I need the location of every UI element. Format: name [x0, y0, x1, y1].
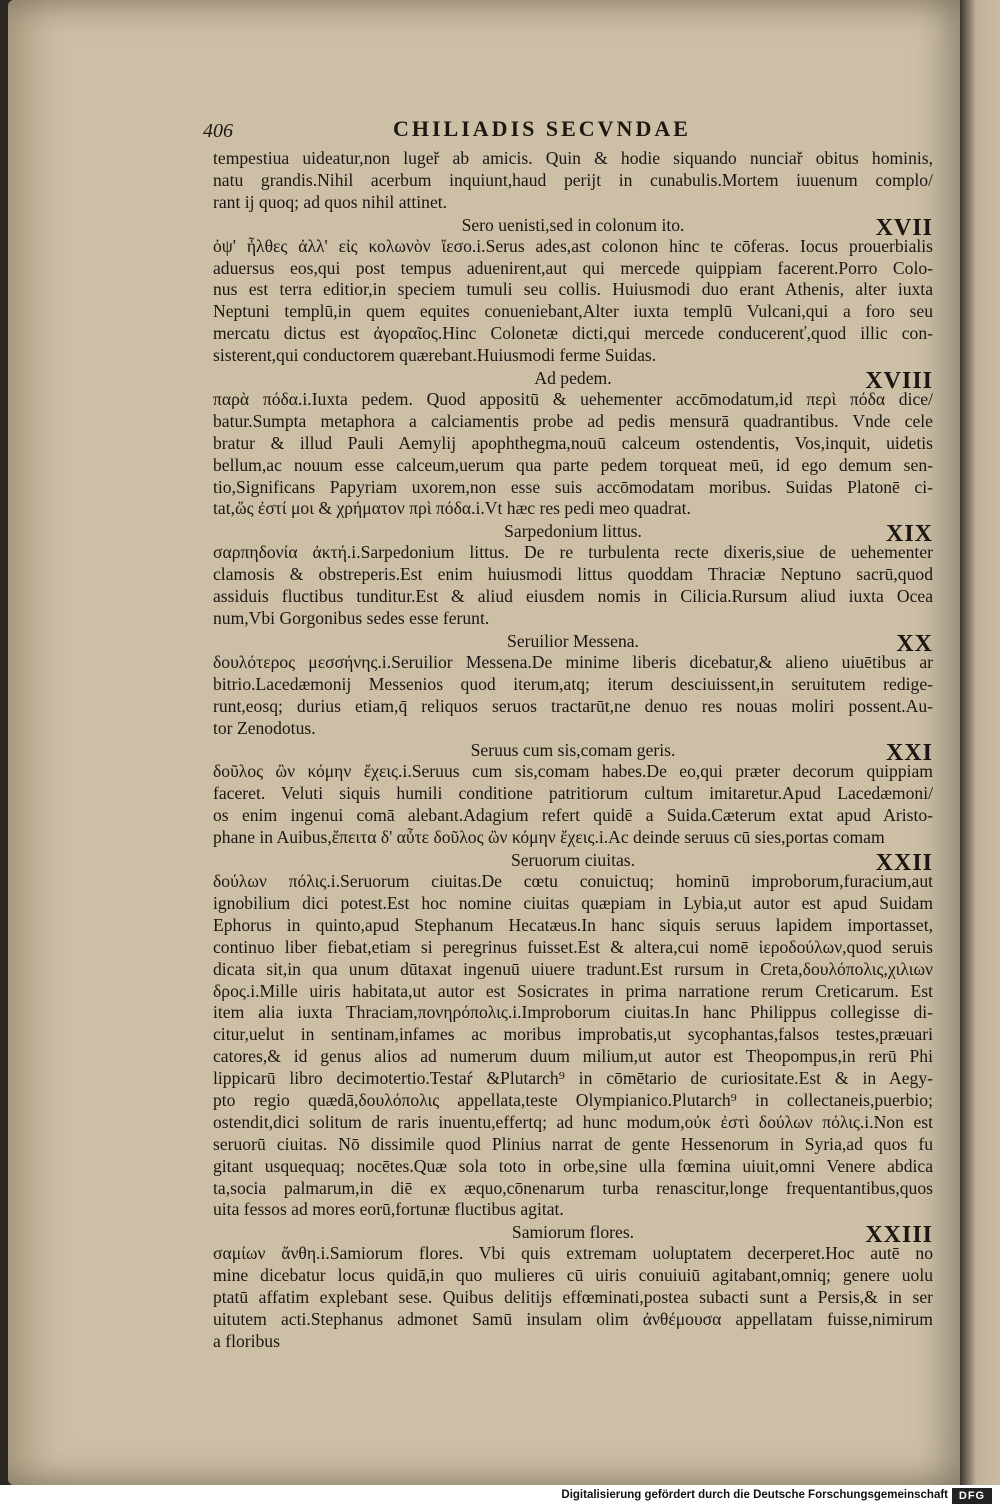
- text-line: dicata sit,in qua unum dūtaxat ingenuū uiuere tradunt.Est rursum in Creta,δουλόπολις,χιλιων: [213, 958, 933, 979]
- adage-heading: [213, 630, 933, 657]
- text-line: mine dicebatur locus quidā,in quo mulieres cū uiris conuiuiū agitabant,omniq; genere uolu: [213, 1265, 933, 1286]
- text-line: uitutem acti.Stephanus admonet Samū insulam olim ἀνθέμουσα appellatam fuisse,nimirum: [213, 1308, 933, 1329]
- text-line: tempestiua uideatur,non lugeř ab amicis. Quin & hodie siquando nunciař obitus hominis,: [213, 148, 933, 168]
- text-line: continuo liber fiebat,etiam si peregrinus fuisset.Est & altera,cui nomē ἱεροδούλων,quod seruis: [213, 936, 933, 957]
- text-line: phane in Auibus,ἔπειτα δ' αὖτε δοῦλος ὢν κόμην ἔχεις.i.Ac deinde seruus cū sies,portas comam: [213, 827, 885, 848]
- text-line: aduersus eos,qui post tempus aduenirent,aut qui mercede quippiam facerent.Porro Colo-: [213, 257, 933, 278]
- text-line: ὀψ' ἦλθες ἀλλ' εἰς κολωνὸν ἴεσο.i.Serus ades,ast colonon hinc te cōferas. Iocus prouerbialis: [213, 235, 933, 256]
- text-line: assiduis fluctibus tunditur.Est & aliud eiusdem nomis in Cilicia.Rursum aliud iuxta Ocea: [213, 586, 933, 607]
- footer-bar: [0, 1485, 1000, 1507]
- text-line: ostendit,dici solitum de raris inuentu,effertq; ad hunc modum,οὐκ ἐστὶ δούλων πόλις.i.Non est: [213, 1111, 933, 1132]
- text-line: gitant usquequaq; nocētes.Quæ sola toto in orbe,sine ulla fœmina uiuit,omni Venere abdica: [213, 1155, 933, 1176]
- text-block: [213, 148, 933, 1353]
- dfg-logo: DFG: [952, 1488, 992, 1504]
- facing-page-edge: [972, 90, 1000, 1470]
- adage-heading: [213, 214, 933, 241]
- funding-notice: Digitalisierung gefördert durch die Deutsche Forschungsgemeinschaft: [561, 1489, 948, 1501]
- adage-numeral: XX: [896, 630, 933, 657]
- text-line: clamosis & obstreperis.Est enim huiusmodi littus quoddam Thraciæ Neptuno sacrū,quod: [213, 564, 933, 585]
- text-line: citur,uelut in sentinam,infames ac moribus improbatis,ut sycophantas,falsos testes,præuari: [213, 1024, 933, 1045]
- page-header: [203, 116, 963, 146]
- text-line: δρος.i.Mille uiris habitata,ut autor est Sosicrates in prima narratione rerum Creticarum. Est: [213, 980, 933, 1001]
- adage-numeral: XVIII: [865, 368, 933, 395]
- adage-numeral: XVII: [875, 214, 933, 241]
- text-line: batur.Sumpta metaphora a calciamentis probe ad pedis mensurā quadrantibus. Vnde cele: [213, 410, 933, 431]
- text-line: ptatū affatim explebant sese. Quibus delitijs effœminati,postea subacti sunt a Persis,& in ser: [213, 1287, 933, 1308]
- text-line: ignobilium dici potest.Est hoc nomine ciuitas quæpiam in Lybia,ut autor est apud Suidam: [213, 892, 933, 913]
- text-line: nus est terra editior,in speciem tumuli seu collis. Huiusmodi duo erant Athenis, alter iuxta: [213, 279, 933, 300]
- text-line: σαμίων ἄνθη.i.Samiorum flores. Vbi quis extremam uoluptatem decerperet.Hoc autē no: [213, 1243, 933, 1264]
- text-line: os enim ingenui comā alebant.Adagium refert quidē a Suida.Cæterum extat apud Aristo-: [213, 805, 933, 826]
- adage-title: Sero uenisti,sed in colonum ito.: [461, 214, 685, 235]
- text-line: sisterent,qui conductorem quærebant.Huiusmodi ferme Suidas.: [213, 345, 657, 366]
- adage-title: Seruorum ciuitas.: [510, 850, 636, 871]
- adage-title: Ad pedem.: [534, 368, 612, 389]
- text-line: παρὰ πόδα.i.Iuxta pedem. Quod appositū & uehementer accōmodatum,id περὶ πόδα dice/: [213, 389, 933, 410]
- adage-title: Seruilior Messena.: [507, 630, 639, 651]
- adage-heading: [213, 849, 933, 877]
- catchword: a floribus: [213, 1330, 280, 1351]
- text-line: pto regio quædā,δουλόπολις appellata,teste Olympianico.Plutarch⁹ in collectaneis,puerbio;: [213, 1089, 933, 1110]
- adage-title: Samiorum flores.: [511, 1222, 635, 1243]
- text-line: num,Vbi Gorgonibus sedes esse ferunt.: [213, 608, 490, 629]
- text-line: lippicarū libro decimotertio.Testaŕ &Plutarch⁹ in cōmētario de curiositate.Est & in Aegy-: [213, 1068, 933, 1089]
- text-line: runt,eosq; durius etiam,q̄ reliquos seruos tractarūt,ne denuo res nouas moliri possent.Au-: [213, 695, 933, 716]
- adage-heading: [213, 739, 933, 767]
- text-line: uita fessos ad mores eorū,fortunæ fluctibus agitat.: [213, 1199, 564, 1220]
- text-line: bitrio.Lacedæmonij Messenios quod iterum,atq; iterum desciuissent,in seruitutem redige-: [213, 673, 933, 694]
- text-line: bratur & illud Pauli Aemylij apophthegma,nouū calceum ostendentis, Vos,inquit, uidetis: [213, 432, 933, 453]
- adage-numeral: XIX: [885, 521, 933, 548]
- text-line: rant ij quoq; ad quos nihil attinet.: [213, 191, 448, 212]
- text-line: mercatu dictus est ἀγοραῖος.Hinc Colonetæ dicti,qui mercede conducerenť,quod illic con-: [213, 323, 933, 344]
- page-number: 406: [203, 120, 233, 142]
- adage-title: Seruus cum sis,comam geris.: [470, 740, 676, 761]
- text-line: tat,ὥς ἐστί μοι & χρήματον πρὶ πόδα.i.Vt hæc res pedi meo quadrat.: [213, 498, 691, 519]
- text-line: faceret. Veluti siquis humili conditione patritiorum cultum imitaretur.Apud Lacedæmoni/: [213, 783, 933, 804]
- adage-heading: [213, 367, 933, 395]
- text-line: seruorū ciuitas. Nō dissimile quod Plinius narrat de gente Hessenorum in Syria,ad quos fu: [213, 1133, 933, 1154]
- text-line: tio,Significans Papyriam uxorem,non esse suis accōmodatam moribus. Suidas Platonē ci-: [213, 476, 933, 497]
- text-line: δούλων πόλις.i.Seruorum ciuitas.De cœtu conuictuq; hominū improborum,furacium,aut: [213, 871, 933, 892]
- adage-title: Sarpedonium littus.: [504, 521, 642, 542]
- running-head: CHILIADIS SECVNDAE: [393, 116, 691, 141]
- adage-numeral: XXIII: [865, 1222, 933, 1249]
- text-line: σαρπηδονία ἀκτή.i.Sarpedonium littus. De re turbulenta recte dixeris,siue de uehementer: [213, 542, 933, 563]
- book-page: [8, 0, 968, 1485]
- adage-numeral: XXI: [885, 740, 933, 767]
- text-line: Ephorus in quinto,apud Stephanum Hecatæus.In hanc siquis seruus lapidem importasset,: [213, 914, 933, 935]
- text-line: δοῦλος ὢν κόμην ἔχεις.i.Seruus cum sis,comam habes.De eo,qui præter decorum quippiam: [213, 761, 933, 782]
- text-line: ta,socia palmarum,in diē ex æquo,cōnenarum turba renascitur,longe frequentantibus,quos: [213, 1177, 933, 1198]
- text-line: bellum,ac nouum esse calceum,uerum qua parte pedem torqueat meū, id ego demum sen-: [213, 454, 933, 475]
- text-line: tor Zenodotus.: [213, 717, 316, 738]
- adage-heading: [213, 1221, 933, 1249]
- adage-heading: [213, 520, 933, 548]
- text-line: item alia iuxta Thraciam,πονηρόπολις.i.Improborum ciuitas.In hanc Philippus collegisse di-: [213, 1002, 933, 1023]
- text-line: catores,& id genus alios ad numerum duum milium,ut autor est Theopompus,in rerū Phi: [213, 1046, 933, 1067]
- text-line: natu grandis.Nihil acerbum inquiunt,haud perijt in cunabulis.Mortem iuuenum complo/: [213, 169, 933, 190]
- text-line: Neptuni templū,in quem equites conueniebant,Alter iuxta templū Vulcani,qui a foro seu: [213, 301, 933, 322]
- text-line: δουλότερος μεσσήνης.i.Seruilior Messena.De minime liberis dicebatur,& alieno uiuētibus ar: [213, 651, 933, 672]
- adage-numeral: XXII: [875, 850, 933, 877]
